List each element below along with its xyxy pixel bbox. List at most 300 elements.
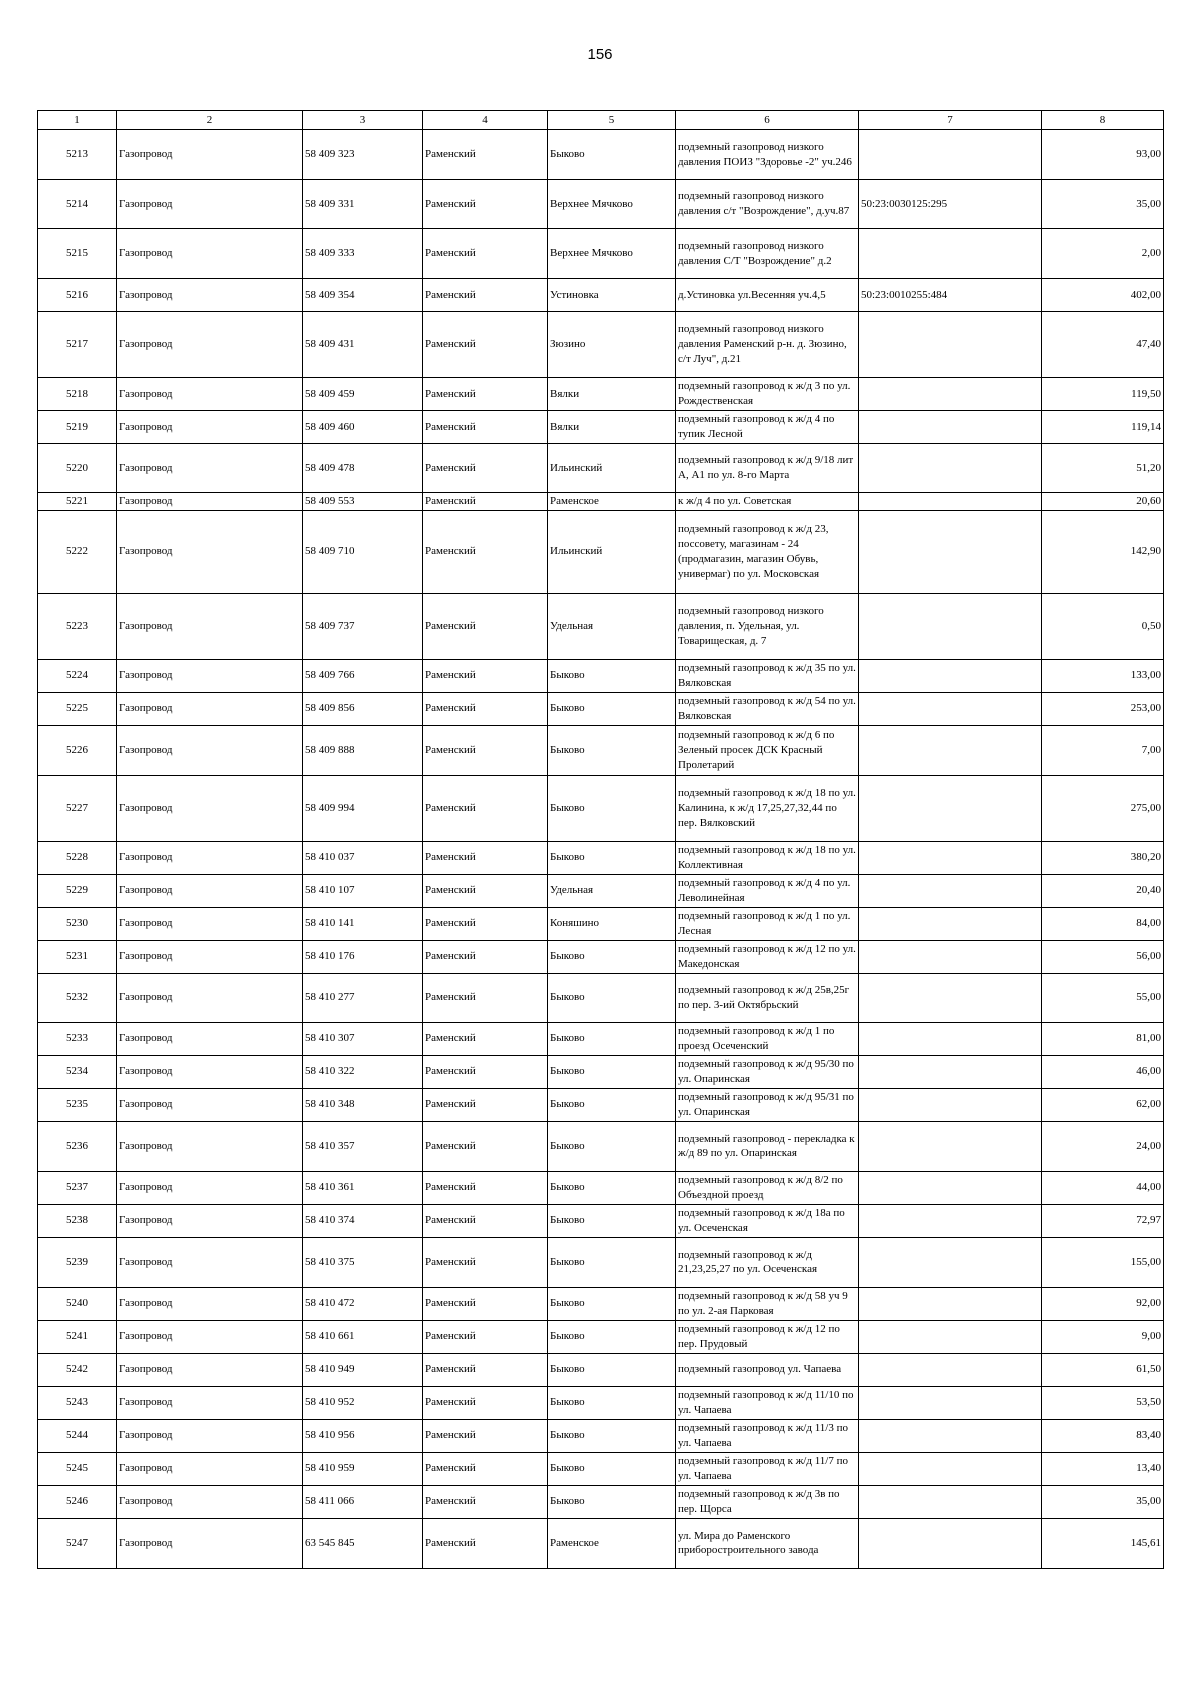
cell-object-code: 58 411 066 bbox=[303, 1485, 423, 1518]
cell-description: подземный газопровод к ж/д 18а по ул. Осеченская bbox=[676, 1204, 859, 1237]
column-header-4: 4 bbox=[423, 111, 548, 130]
cell-locality: Быково bbox=[548, 1121, 676, 1171]
cell-description: подземный газопровод - перекладка к ж/д 89 по ул. Опаринская bbox=[676, 1121, 859, 1171]
cell-district: Раменский bbox=[423, 1419, 548, 1452]
cell-district: Раменский bbox=[423, 1353, 548, 1386]
cell-district: Раменский bbox=[423, 1237, 548, 1287]
table-row bbox=[38, 1419, 1164, 1452]
cell-row-number: 5243 bbox=[38, 1386, 117, 1419]
cell-locality: Коняшино bbox=[548, 907, 676, 940]
cell-row-number: 5217 bbox=[38, 312, 117, 378]
cell-object-type: Газопровод bbox=[117, 180, 303, 229]
cell-object-type: Газопровод bbox=[117, 1485, 303, 1518]
cell-district: Раменский bbox=[423, 279, 548, 312]
cell-district: Раменский bbox=[423, 973, 548, 1022]
cell-locality: Быково bbox=[548, 659, 676, 692]
cell-length-value: 7,00 bbox=[1042, 725, 1164, 775]
cell-locality: Вялки bbox=[548, 378, 676, 411]
cell-cadastral-number bbox=[859, 1204, 1042, 1237]
cell-object-code: 58 410 322 bbox=[303, 1055, 423, 1088]
cell-object-code: 63 545 845 bbox=[303, 1518, 423, 1568]
cell-object-type: Газопровод bbox=[117, 493, 303, 511]
cell-cadastral-number bbox=[859, 510, 1042, 593]
column-header-6: 6 bbox=[676, 111, 859, 130]
cell-description: подземный газопровод к ж/д 8/2 по Объездной проезд bbox=[676, 1171, 859, 1204]
cell-object-code: 58 410 661 bbox=[303, 1320, 423, 1353]
table-row bbox=[38, 229, 1164, 279]
cell-locality: Быково bbox=[548, 940, 676, 973]
cell-description: подземный газопровод к ж/д 35 по ул. Вялковская bbox=[676, 659, 859, 692]
table-row bbox=[38, 279, 1164, 312]
cell-cadastral-number bbox=[859, 1320, 1042, 1353]
cell-row-number: 5226 bbox=[38, 725, 117, 775]
cell-cadastral-number bbox=[859, 907, 1042, 940]
cell-locality: Вялки bbox=[548, 411, 676, 444]
cell-object-type: Газопровод bbox=[117, 973, 303, 1022]
cell-object-type: Газопровод bbox=[117, 907, 303, 940]
cell-description: подземный газопровод к ж/д 54 по ул. Вялковская bbox=[676, 692, 859, 725]
cell-object-type: Газопровод bbox=[117, 1121, 303, 1171]
cell-length-value: 119,14 bbox=[1042, 411, 1164, 444]
cell-description: подземный газопровод к ж/д 11/10 по ул. Чапаева bbox=[676, 1386, 859, 1419]
cell-cadastral-number bbox=[859, 1287, 1042, 1320]
cell-description: подземный газопровод к ж/д 1 по проезд Осеченский bbox=[676, 1022, 859, 1055]
cell-cadastral-number bbox=[859, 411, 1042, 444]
table-row bbox=[38, 874, 1164, 907]
cell-district: Раменский bbox=[423, 659, 548, 692]
table-row bbox=[38, 1320, 1164, 1353]
cell-row-number: 5218 bbox=[38, 378, 117, 411]
page-number: 156 bbox=[587, 46, 613, 63]
cell-description: подземный газопровод к ж/д 95/31 по ул. Опаринская bbox=[676, 1088, 859, 1121]
cell-object-code: 58 410 361 bbox=[303, 1171, 423, 1204]
cell-length-value: 46,00 bbox=[1042, 1055, 1164, 1088]
cell-description: подземный газопровод к ж/д 3 по ул. Рождественская bbox=[676, 378, 859, 411]
cell-locality: Удельная bbox=[548, 593, 676, 659]
cell-cadastral-number bbox=[859, 973, 1042, 1022]
cell-locality: Верхнее Мячково bbox=[548, 229, 676, 279]
cell-length-value: 0,50 bbox=[1042, 593, 1164, 659]
cell-object-type: Газопровод bbox=[117, 444, 303, 493]
header-row bbox=[38, 111, 1164, 130]
cell-locality: Быково bbox=[548, 1088, 676, 1121]
cell-row-number: 5245 bbox=[38, 1452, 117, 1485]
cell-cadastral-number bbox=[859, 378, 1042, 411]
cell-description: подземный газопровод к ж/д 12 по ул. Македонская bbox=[676, 940, 859, 973]
cell-district: Раменский bbox=[423, 1287, 548, 1320]
cell-district: Раменский bbox=[423, 841, 548, 874]
cell-row-number: 5221 bbox=[38, 493, 117, 511]
cell-cadastral-number: 50:23:0010255:484 bbox=[859, 279, 1042, 312]
cell-row-number: 5238 bbox=[38, 1204, 117, 1237]
cell-object-type: Газопровод bbox=[117, 1287, 303, 1320]
cell-object-type: Газопровод bbox=[117, 1353, 303, 1386]
cell-object-code: 58 409 888 bbox=[303, 725, 423, 775]
registry-table bbox=[37, 110, 1164, 1569]
cell-object-code: 58 409 323 bbox=[303, 130, 423, 180]
cell-description: подземный газопровод к ж/д 25в,25г по пер. 3-ий Октябрьский bbox=[676, 973, 859, 1022]
cell-description: подземный газопровод к ж/д 23, поссовету, магазинам - 24 (продмагазин, магазин Обувь, универмаг) по ул. Московская bbox=[676, 510, 859, 593]
cell-district: Раменский bbox=[423, 1320, 548, 1353]
cell-length-value: 380,20 bbox=[1042, 841, 1164, 874]
cell-object-type: Газопровод bbox=[117, 692, 303, 725]
cell-district: Раменский bbox=[423, 1204, 548, 1237]
table-header bbox=[38, 111, 1164, 130]
cell-object-type: Газопровод bbox=[117, 775, 303, 841]
cell-length-value: 53,50 bbox=[1042, 1386, 1164, 1419]
cell-cadastral-number bbox=[859, 1485, 1042, 1518]
cell-district: Раменский bbox=[423, 1518, 548, 1568]
cell-object-code: 58 410 307 bbox=[303, 1022, 423, 1055]
cell-description: подземный газопровод к ж/д 4 по ул. Леволинейная bbox=[676, 874, 859, 907]
cell-locality: Ильинский bbox=[548, 510, 676, 593]
cell-cadastral-number bbox=[859, 841, 1042, 874]
cell-district: Раменский bbox=[423, 180, 548, 229]
cell-description: к ж/д 4 по ул. Советская bbox=[676, 493, 859, 511]
cell-district: Раменский bbox=[423, 378, 548, 411]
cell-locality: Быково bbox=[548, 1353, 676, 1386]
table-row bbox=[38, 1485, 1164, 1518]
cell-object-code: 58 409 856 bbox=[303, 692, 423, 725]
cell-description: подземный газопровод к ж/д 12 по пер. Прудовый bbox=[676, 1320, 859, 1353]
cell-locality: Быково bbox=[548, 973, 676, 1022]
cell-object-type: Газопровод bbox=[117, 1171, 303, 1204]
cell-description: д.Устиновка ул.Весенняя уч.4,5 bbox=[676, 279, 859, 312]
cell-object-code: 58 409 354 bbox=[303, 279, 423, 312]
cell-district: Раменский bbox=[423, 1171, 548, 1204]
cell-row-number: 5240 bbox=[38, 1287, 117, 1320]
cell-cadastral-number bbox=[859, 659, 1042, 692]
cell-object-type: Газопровод bbox=[117, 411, 303, 444]
cell-locality: Верхнее Мячково bbox=[548, 180, 676, 229]
cell-cadastral-number bbox=[859, 1518, 1042, 1568]
cell-district: Раменский bbox=[423, 1485, 548, 1518]
cell-description: подземный газопровод низкого давления с/т "Возрождение", д.уч.87 bbox=[676, 180, 859, 229]
table-row bbox=[38, 593, 1164, 659]
cell-cadastral-number bbox=[859, 1055, 1042, 1088]
table-row bbox=[38, 775, 1164, 841]
table-body bbox=[38, 130, 1164, 1569]
cell-row-number: 5232 bbox=[38, 973, 117, 1022]
column-header-1: 1 bbox=[38, 111, 117, 130]
cell-description: подземный газопровод к ж/д 4 по тупик Лесной bbox=[676, 411, 859, 444]
cell-cadastral-number bbox=[859, 692, 1042, 725]
cell-object-type: Газопровод bbox=[117, 593, 303, 659]
cell-object-type: Газопровод bbox=[117, 659, 303, 692]
cell-locality: Быково bbox=[548, 841, 676, 874]
cell-locality: Быково bbox=[548, 1287, 676, 1320]
cell-length-value: 81,00 bbox=[1042, 1022, 1164, 1055]
cell-row-number: 5224 bbox=[38, 659, 117, 692]
cell-locality: Раменское bbox=[548, 1518, 676, 1568]
table-row bbox=[38, 692, 1164, 725]
cell-object-code: 58 410 277 bbox=[303, 973, 423, 1022]
cell-district: Раменский bbox=[423, 1121, 548, 1171]
cell-length-value: 24,00 bbox=[1042, 1121, 1164, 1171]
cell-length-value: 2,00 bbox=[1042, 229, 1164, 279]
cell-length-value: 20,60 bbox=[1042, 493, 1164, 511]
cell-object-code: 58 410 141 bbox=[303, 907, 423, 940]
cell-description: подземный газопровод к ж/д 58 уч 9 по ул. 2-ая Парковая bbox=[676, 1287, 859, 1320]
cell-object-code: 58 409 478 bbox=[303, 444, 423, 493]
cell-district: Раменский bbox=[423, 907, 548, 940]
cell-row-number: 5213 bbox=[38, 130, 117, 180]
table-row bbox=[38, 130, 1164, 180]
cell-description: подземный газопровод низкого давления Раменский р-н. д. Зюзино, с/т Луч", д.21 bbox=[676, 312, 859, 378]
table-row bbox=[38, 1088, 1164, 1121]
cell-object-code: 58 409 460 bbox=[303, 411, 423, 444]
cell-row-number: 5242 bbox=[38, 1353, 117, 1386]
cell-district: Раменский bbox=[423, 692, 548, 725]
cell-locality: Быково bbox=[548, 1204, 676, 1237]
cell-cadastral-number bbox=[859, 444, 1042, 493]
cell-length-value: 142,90 bbox=[1042, 510, 1164, 593]
cell-cadastral-number bbox=[859, 312, 1042, 378]
table-row bbox=[38, 411, 1164, 444]
cell-object-code: 58 409 766 bbox=[303, 659, 423, 692]
cell-object-type: Газопровод bbox=[117, 378, 303, 411]
cell-object-type: Газопровод bbox=[117, 874, 303, 907]
cell-length-value: 93,00 bbox=[1042, 130, 1164, 180]
table-row bbox=[38, 510, 1164, 593]
cell-locality: Устиновка bbox=[548, 279, 676, 312]
cell-description: подземный газопровод к ж/д 9/18 лит А, А1 по ул. 8-го Марта bbox=[676, 444, 859, 493]
cell-locality: Быково bbox=[548, 1386, 676, 1419]
cell-object-code: 58 409 333 bbox=[303, 229, 423, 279]
cell-row-number: 5239 bbox=[38, 1237, 117, 1287]
cell-length-value: 72,97 bbox=[1042, 1204, 1164, 1237]
cell-locality: Быково bbox=[548, 130, 676, 180]
table-row bbox=[38, 1386, 1164, 1419]
cell-district: Раменский bbox=[423, 229, 548, 279]
cell-length-value: 402,00 bbox=[1042, 279, 1164, 312]
cell-row-number: 5214 bbox=[38, 180, 117, 229]
cell-locality: Быково bbox=[548, 692, 676, 725]
cell-object-type: Газопровод bbox=[117, 1518, 303, 1568]
cell-row-number: 5222 bbox=[38, 510, 117, 593]
cell-length-value: 51,20 bbox=[1042, 444, 1164, 493]
cell-object-type: Газопровод bbox=[117, 1204, 303, 1237]
cell-object-code: 58 410 472 bbox=[303, 1287, 423, 1320]
cell-object-code: 58 409 710 bbox=[303, 510, 423, 593]
cell-description: подземный газопровод к ж/д 11/3 по ул. Чапаева bbox=[676, 1419, 859, 1452]
column-header-7: 7 bbox=[859, 111, 1042, 130]
cell-row-number: 5230 bbox=[38, 907, 117, 940]
cell-description: подземный газопровод к ж/д 95/30 по ул. Опаринская bbox=[676, 1055, 859, 1088]
cell-length-value: 83,40 bbox=[1042, 1419, 1164, 1452]
cell-object-type: Газопровод bbox=[117, 510, 303, 593]
cell-locality: Раменское bbox=[548, 493, 676, 511]
cell-row-number: 5215 bbox=[38, 229, 117, 279]
cell-locality: Быково bbox=[548, 725, 676, 775]
cell-cadastral-number bbox=[859, 130, 1042, 180]
cell-object-code: 58 410 348 bbox=[303, 1088, 423, 1121]
cell-description: подземный газопровод низкого давления ПОИЗ "Здоровье -2" уч.246 bbox=[676, 130, 859, 180]
cell-object-code: 58 409 431 bbox=[303, 312, 423, 378]
cell-length-value: 13,40 bbox=[1042, 1452, 1164, 1485]
table-row bbox=[38, 378, 1164, 411]
cell-row-number: 5229 bbox=[38, 874, 117, 907]
cell-description: подземный газопровод к ж/д 1 по ул. Лесная bbox=[676, 907, 859, 940]
table-row bbox=[38, 1204, 1164, 1237]
cell-object-type: Газопровод bbox=[117, 1055, 303, 1088]
cell-district: Раменский bbox=[423, 593, 548, 659]
cell-object-type: Газопровод bbox=[117, 312, 303, 378]
cell-cadastral-number bbox=[859, 229, 1042, 279]
table-row bbox=[38, 493, 1164, 511]
table-row bbox=[38, 659, 1164, 692]
cell-district: Раменский bbox=[423, 312, 548, 378]
cell-cadastral-number bbox=[859, 493, 1042, 511]
cell-object-code: 58 409 459 bbox=[303, 378, 423, 411]
cell-row-number: 5225 bbox=[38, 692, 117, 725]
column-header-2: 2 bbox=[117, 111, 303, 130]
cell-object-type: Газопровод bbox=[117, 1419, 303, 1452]
cell-length-value: 92,00 bbox=[1042, 1287, 1164, 1320]
cell-cadastral-number bbox=[859, 1353, 1042, 1386]
column-header-5: 5 bbox=[548, 111, 676, 130]
cell-district: Раменский bbox=[423, 775, 548, 841]
cell-object-type: Газопровод bbox=[117, 130, 303, 180]
cell-row-number: 5234 bbox=[38, 1055, 117, 1088]
column-header-3: 3 bbox=[303, 111, 423, 130]
table-row bbox=[38, 444, 1164, 493]
cell-length-value: 84,00 bbox=[1042, 907, 1164, 940]
cell-district: Раменский bbox=[423, 1055, 548, 1088]
cell-row-number: 5236 bbox=[38, 1121, 117, 1171]
cell-length-value: 133,00 bbox=[1042, 659, 1164, 692]
cell-description: подземный газопровод к ж/д 18 по ул. Коллективная bbox=[676, 841, 859, 874]
cell-object-code: 58 410 952 bbox=[303, 1386, 423, 1419]
cell-object-type: Газопровод bbox=[117, 1386, 303, 1419]
cell-row-number: 5219 bbox=[38, 411, 117, 444]
cell-length-value: 35,00 bbox=[1042, 1485, 1164, 1518]
cell-object-code: 58 410 107 bbox=[303, 874, 423, 907]
cell-locality: Быково bbox=[548, 1320, 676, 1353]
table-row bbox=[38, 940, 1164, 973]
cell-district: Раменский bbox=[423, 444, 548, 493]
table-row bbox=[38, 1518, 1164, 1568]
cell-cadastral-number bbox=[859, 1022, 1042, 1055]
cell-object-type: Газопровод bbox=[117, 1022, 303, 1055]
cell-cadastral-number bbox=[859, 874, 1042, 907]
cell-length-value: 119,50 bbox=[1042, 378, 1164, 411]
table-row bbox=[38, 180, 1164, 229]
cell-locality: Быково bbox=[548, 1055, 676, 1088]
cell-object-type: Газопровод bbox=[117, 279, 303, 312]
cell-object-type: Газопровод bbox=[117, 229, 303, 279]
cell-description: подземный газопровод ул. Чапаева bbox=[676, 1353, 859, 1386]
cell-locality: Быково bbox=[548, 1237, 676, 1287]
cell-object-type: Газопровод bbox=[117, 1452, 303, 1485]
cell-length-value: 145,61 bbox=[1042, 1518, 1164, 1568]
cell-cadastral-number bbox=[859, 775, 1042, 841]
cell-length-value: 55,00 bbox=[1042, 973, 1164, 1022]
cell-object-code: 58 410 357 bbox=[303, 1121, 423, 1171]
cell-description: ул. Мира до Раменского приборостроительного завода bbox=[676, 1518, 859, 1568]
cell-cadastral-number bbox=[859, 1121, 1042, 1171]
table-row bbox=[38, 907, 1164, 940]
cell-cadastral-number bbox=[859, 940, 1042, 973]
cell-length-value: 155,00 bbox=[1042, 1237, 1164, 1287]
cell-cadastral-number: 50:23:0030125:295 bbox=[859, 180, 1042, 229]
cell-locality: Быково bbox=[548, 1452, 676, 1485]
cell-locality: Удельная bbox=[548, 874, 676, 907]
cell-row-number: 5227 bbox=[38, 775, 117, 841]
cell-length-value: 35,00 bbox=[1042, 180, 1164, 229]
cell-length-value: 47,40 bbox=[1042, 312, 1164, 378]
cell-row-number: 5216 bbox=[38, 279, 117, 312]
cell-object-type: Газопровод bbox=[117, 940, 303, 973]
cell-cadastral-number bbox=[859, 593, 1042, 659]
cell-object-code: 58 409 994 bbox=[303, 775, 423, 841]
cell-object-code: 58 410 176 bbox=[303, 940, 423, 973]
table-row bbox=[38, 312, 1164, 378]
table-row bbox=[38, 1055, 1164, 1088]
cell-object-code: 58 410 375 bbox=[303, 1237, 423, 1287]
cell-length-value: 44,00 bbox=[1042, 1171, 1164, 1204]
cell-locality: Быково bbox=[548, 775, 676, 841]
table-row bbox=[38, 973, 1164, 1022]
cell-locality: Быково bbox=[548, 1485, 676, 1518]
cell-object-code: 58 409 553 bbox=[303, 493, 423, 511]
cell-district: Раменский bbox=[423, 1022, 548, 1055]
cell-locality: Быково bbox=[548, 1419, 676, 1452]
cell-object-type: Газопровод bbox=[117, 725, 303, 775]
cell-length-value: 275,00 bbox=[1042, 775, 1164, 841]
cell-row-number: 5244 bbox=[38, 1419, 117, 1452]
cell-row-number: 5233 bbox=[38, 1022, 117, 1055]
cell-description: подземный газопровод к ж/д 11/7 по ул. Чапаева bbox=[676, 1452, 859, 1485]
cell-district: Раменский bbox=[423, 130, 548, 180]
cell-row-number: 5220 bbox=[38, 444, 117, 493]
cell-row-number: 5247 bbox=[38, 1518, 117, 1568]
cell-row-number: 5237 bbox=[38, 1171, 117, 1204]
cell-object-type: Газопровод bbox=[117, 841, 303, 874]
cell-description: подземный газопровод низкого давления, п. Удельная, ул. Товарищеская, д. 7 bbox=[676, 593, 859, 659]
cell-cadastral-number bbox=[859, 725, 1042, 775]
cell-locality: Зюзино bbox=[548, 312, 676, 378]
cell-object-code: 58 409 737 bbox=[303, 593, 423, 659]
cell-length-value: 56,00 bbox=[1042, 940, 1164, 973]
cell-row-number: 5231 bbox=[38, 940, 117, 973]
cell-row-number: 5228 bbox=[38, 841, 117, 874]
cell-district: Раменский bbox=[423, 510, 548, 593]
cell-description: подземный газопровод низкого давления С/Т "Возрождение" д.2 bbox=[676, 229, 859, 279]
cell-object-type: Газопровод bbox=[117, 1088, 303, 1121]
cell-length-value: 253,00 bbox=[1042, 692, 1164, 725]
table-row bbox=[38, 1121, 1164, 1171]
cell-object-code: 58 409 331 bbox=[303, 180, 423, 229]
cell-description: подземный газопровод к ж/д 6 по Зеленый просек ДСК Красный Пролетарий bbox=[676, 725, 859, 775]
cell-district: Раменский bbox=[423, 1386, 548, 1419]
cell-object-type: Газопровод bbox=[117, 1320, 303, 1353]
cell-description: подземный газопровод к ж/д 21,23,25,27 по ул. Осеченская bbox=[676, 1237, 859, 1287]
cell-object-type: Газопровод bbox=[117, 1237, 303, 1287]
cell-cadastral-number bbox=[859, 1237, 1042, 1287]
cell-object-code: 58 410 374 bbox=[303, 1204, 423, 1237]
table-row bbox=[38, 1353, 1164, 1386]
table-row bbox=[38, 841, 1164, 874]
cell-object-code: 58 410 956 bbox=[303, 1419, 423, 1452]
cell-district: Раменский bbox=[423, 411, 548, 444]
cell-object-code: 58 410 949 bbox=[303, 1353, 423, 1386]
cell-description: подземный газопровод к ж/д 18 по ул. Калинина, к ж/д 17,25,27,32,44 по пер. Вялковский bbox=[676, 775, 859, 841]
table-row bbox=[38, 1237, 1164, 1287]
cell-cadastral-number bbox=[859, 1171, 1042, 1204]
table-row bbox=[38, 1022, 1164, 1055]
cell-cadastral-number bbox=[859, 1419, 1042, 1452]
